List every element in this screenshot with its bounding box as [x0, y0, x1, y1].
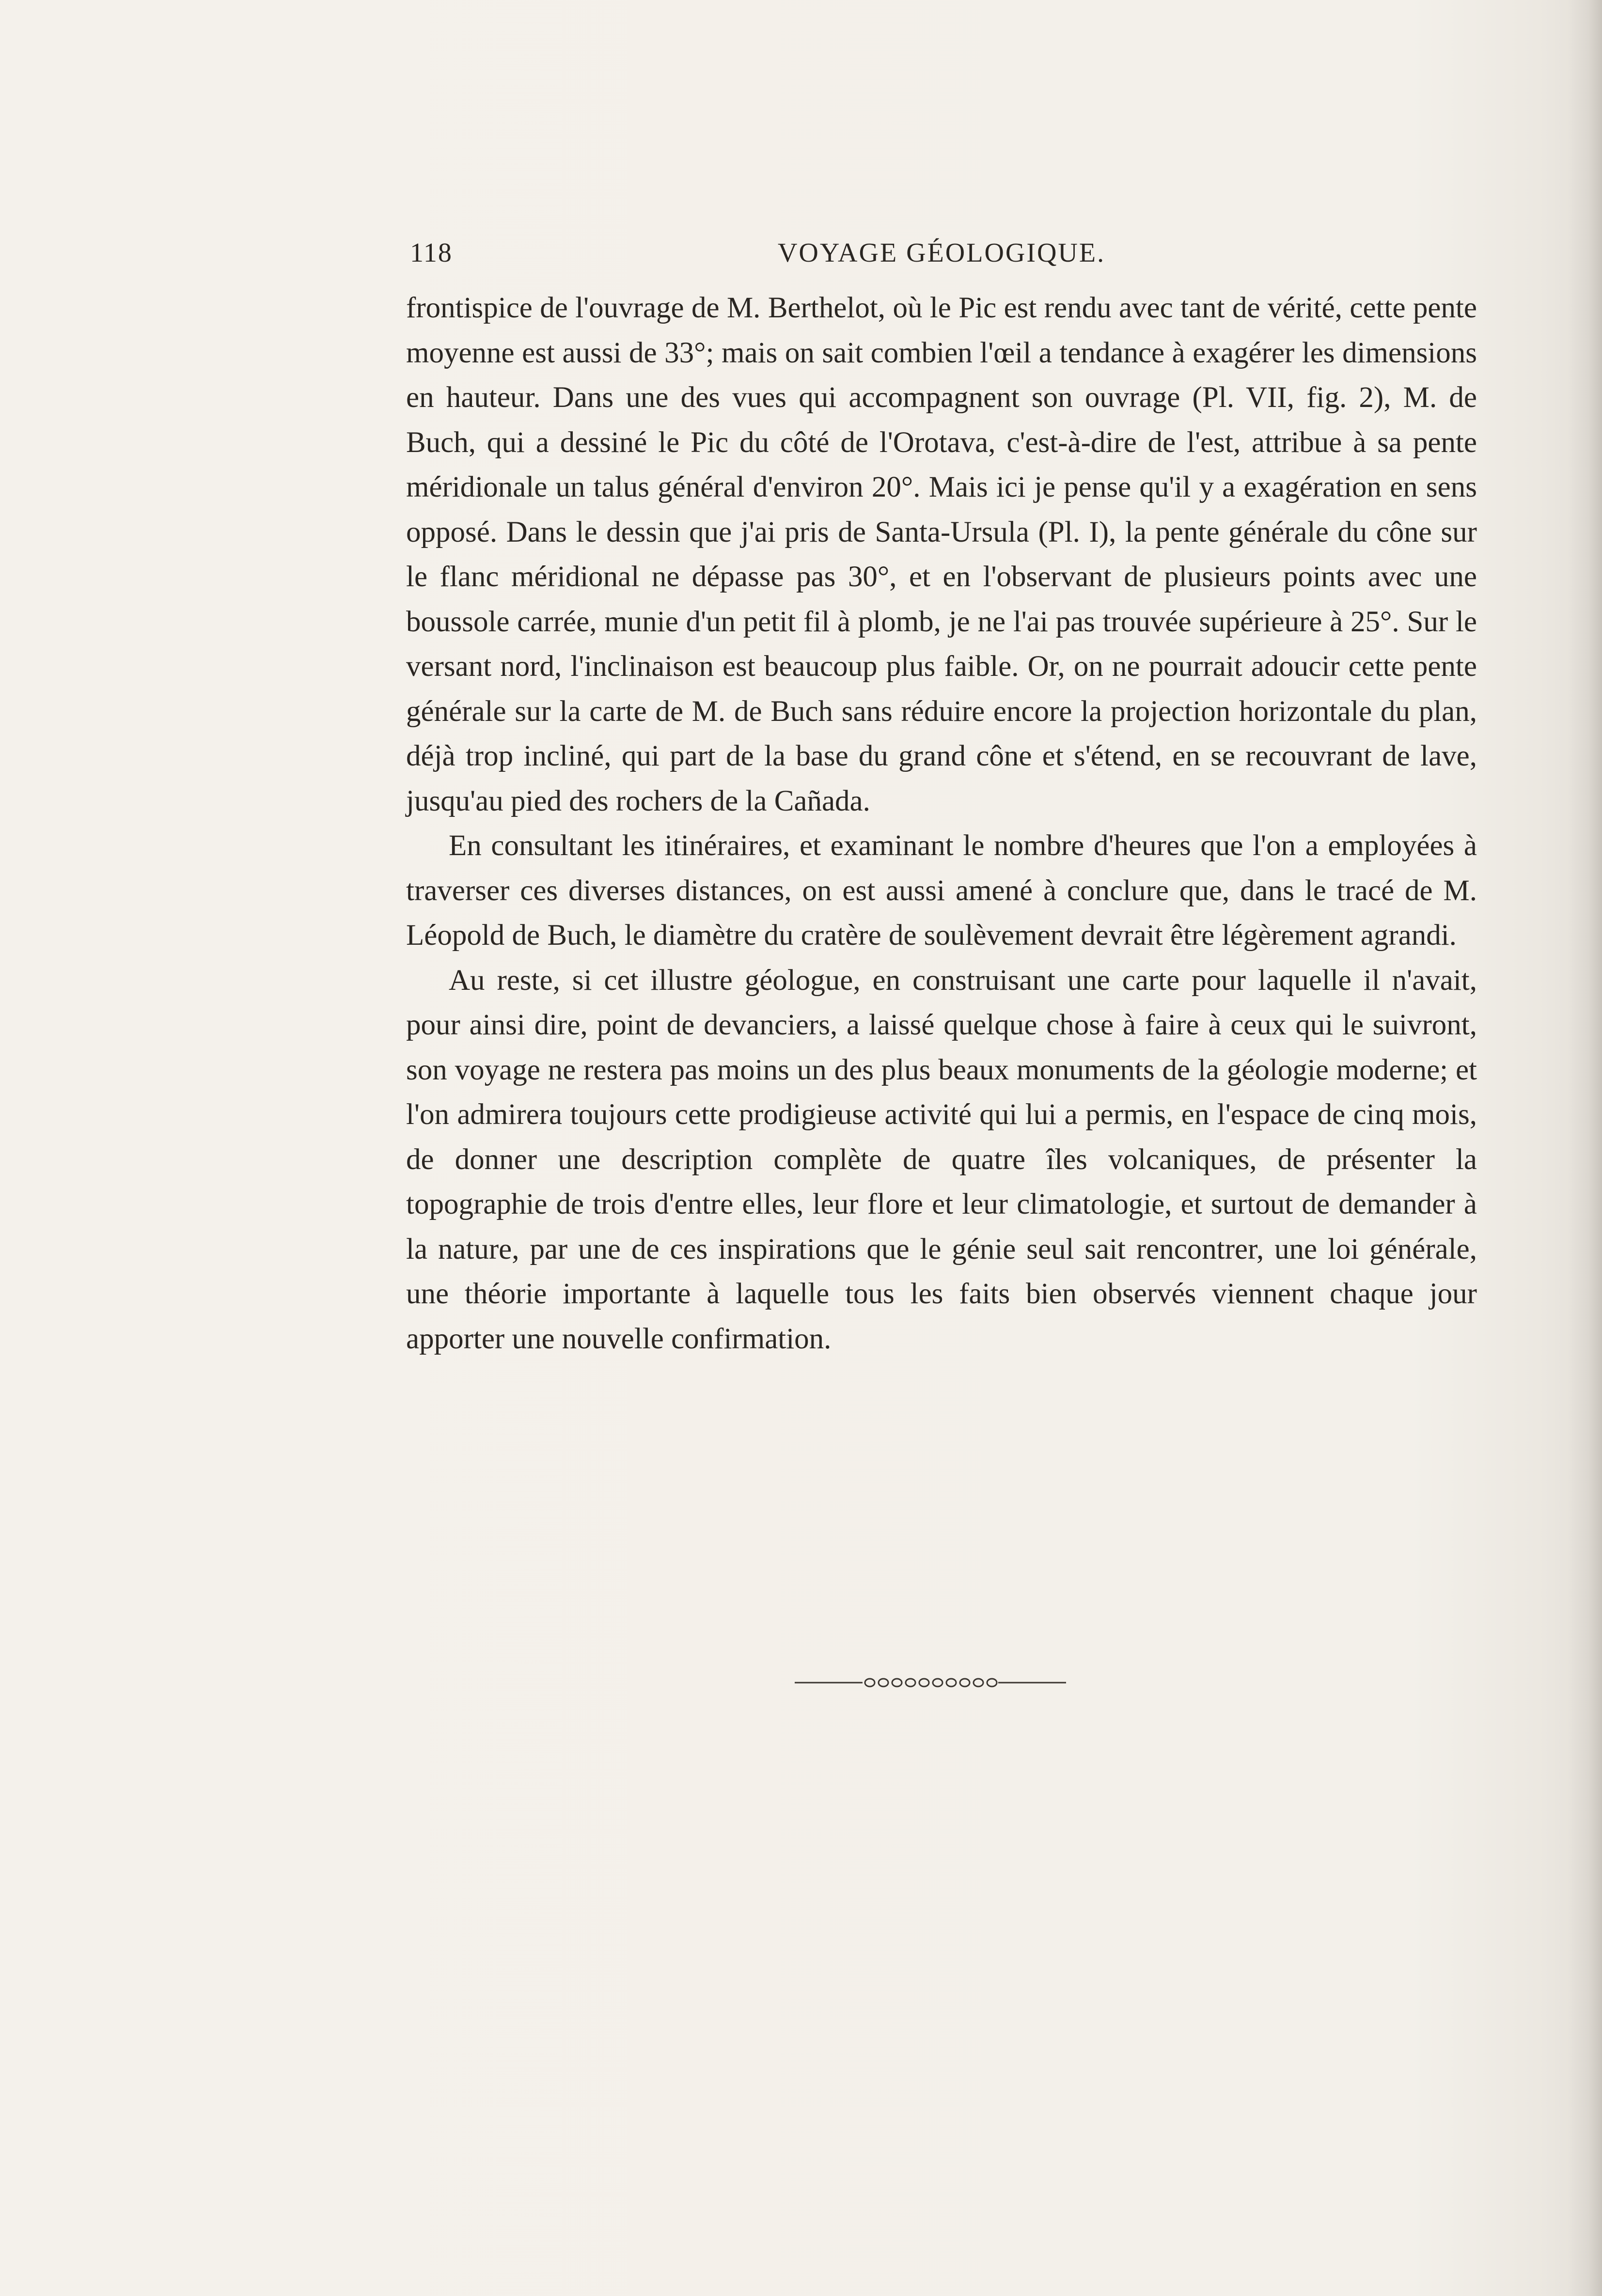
running-title: VOYAGE GÉOLOGIQUE.	[777, 238, 1106, 268]
text-block	[406, 233, 1477, 1361]
running-head	[406, 233, 1477, 286]
paragraph-2: En consultant les itinéraires, et examinant le nombre d'heures que l'on a employées à traverser ces diverses distances, on est aussi amené à conclure que, dans le tracé de M. Léopold de Buch, le diamètre du cratère de soulèvement devrait être légèrement agrandi.	[406, 829, 1477, 952]
body-text	[406, 286, 1477, 1361]
paragraph-1: frontispice de l'ouvrage de M. Berthelot, où le Pic est rendu avec tant de vérité, cette pente moyenne est aussi de 33°; mais on sait combien l'œil a tendance à exagérer les dimensions en hauteur. Dans une des vues qui accompagnent son ouvrage (Pl. VII, fig. 2), M. de Buch, qui a dessiné le Pic du côté de l'Orotava, c'est-à-dire de l'est, attribue à sa pente méridionale un talus général d'environ 20°. Mais ici je pense qu'il y a exagération en sens opposé. Dans le dessin que j'ai pris de Santa-Ursula (Pl. I), la pente générale du cône sur le flanc méridional ne dépasse pas 30°, et en l'observant de plusieurs points avec une boussole carrée, munie d'un petit fil à plomb, je ne l'ai pas trouvée supérieure à 25°. Sur le versant nord, l'inclinaison est beaucoup plus faible. Or, on ne pourrait adoucir cette pente générale sur la carte de M. de Buch sans réduire encore la projection horizontale du plan, déjà trop incliné, qui part de la base du grand cône et s'étend, en se recouvrant de lave, jusqu'au pied des rochers de la Cañada.	[406, 292, 1477, 817]
page-number: 118	[410, 238, 453, 268]
ornament-rule-icon	[795, 1675, 1066, 1690]
page-edge-shadow	[1568, 0, 1602, 2296]
end-ornament	[795, 1675, 1066, 1690]
paragraph-3: Au reste, si cet illustre géologue, en construisant une carte pour laquelle il n'avait, pour ainsi dire, point de devanciers, a laissé quelque chose à faire à ceux qui le suivront, son voyage ne restera pas moins un des plus beaux monuments de la géologie moderne; et l'on admirera toujours cette prodigieuse activité qui lui a permis, en l'espace de cinq mois, de donner une description complète de quatre îles volcaniques, de présenter la topographie de trois d'entre elles, leur flore et leur climatologie, et surtout de demander à la nature, par une de ces inspirations que le génie seul sait rencontrer, une loi générale, une théorie importante à laquelle tous les faits bien observés viennent chaque jour apporter une nouvelle confirmation.	[406, 964, 1477, 1355]
